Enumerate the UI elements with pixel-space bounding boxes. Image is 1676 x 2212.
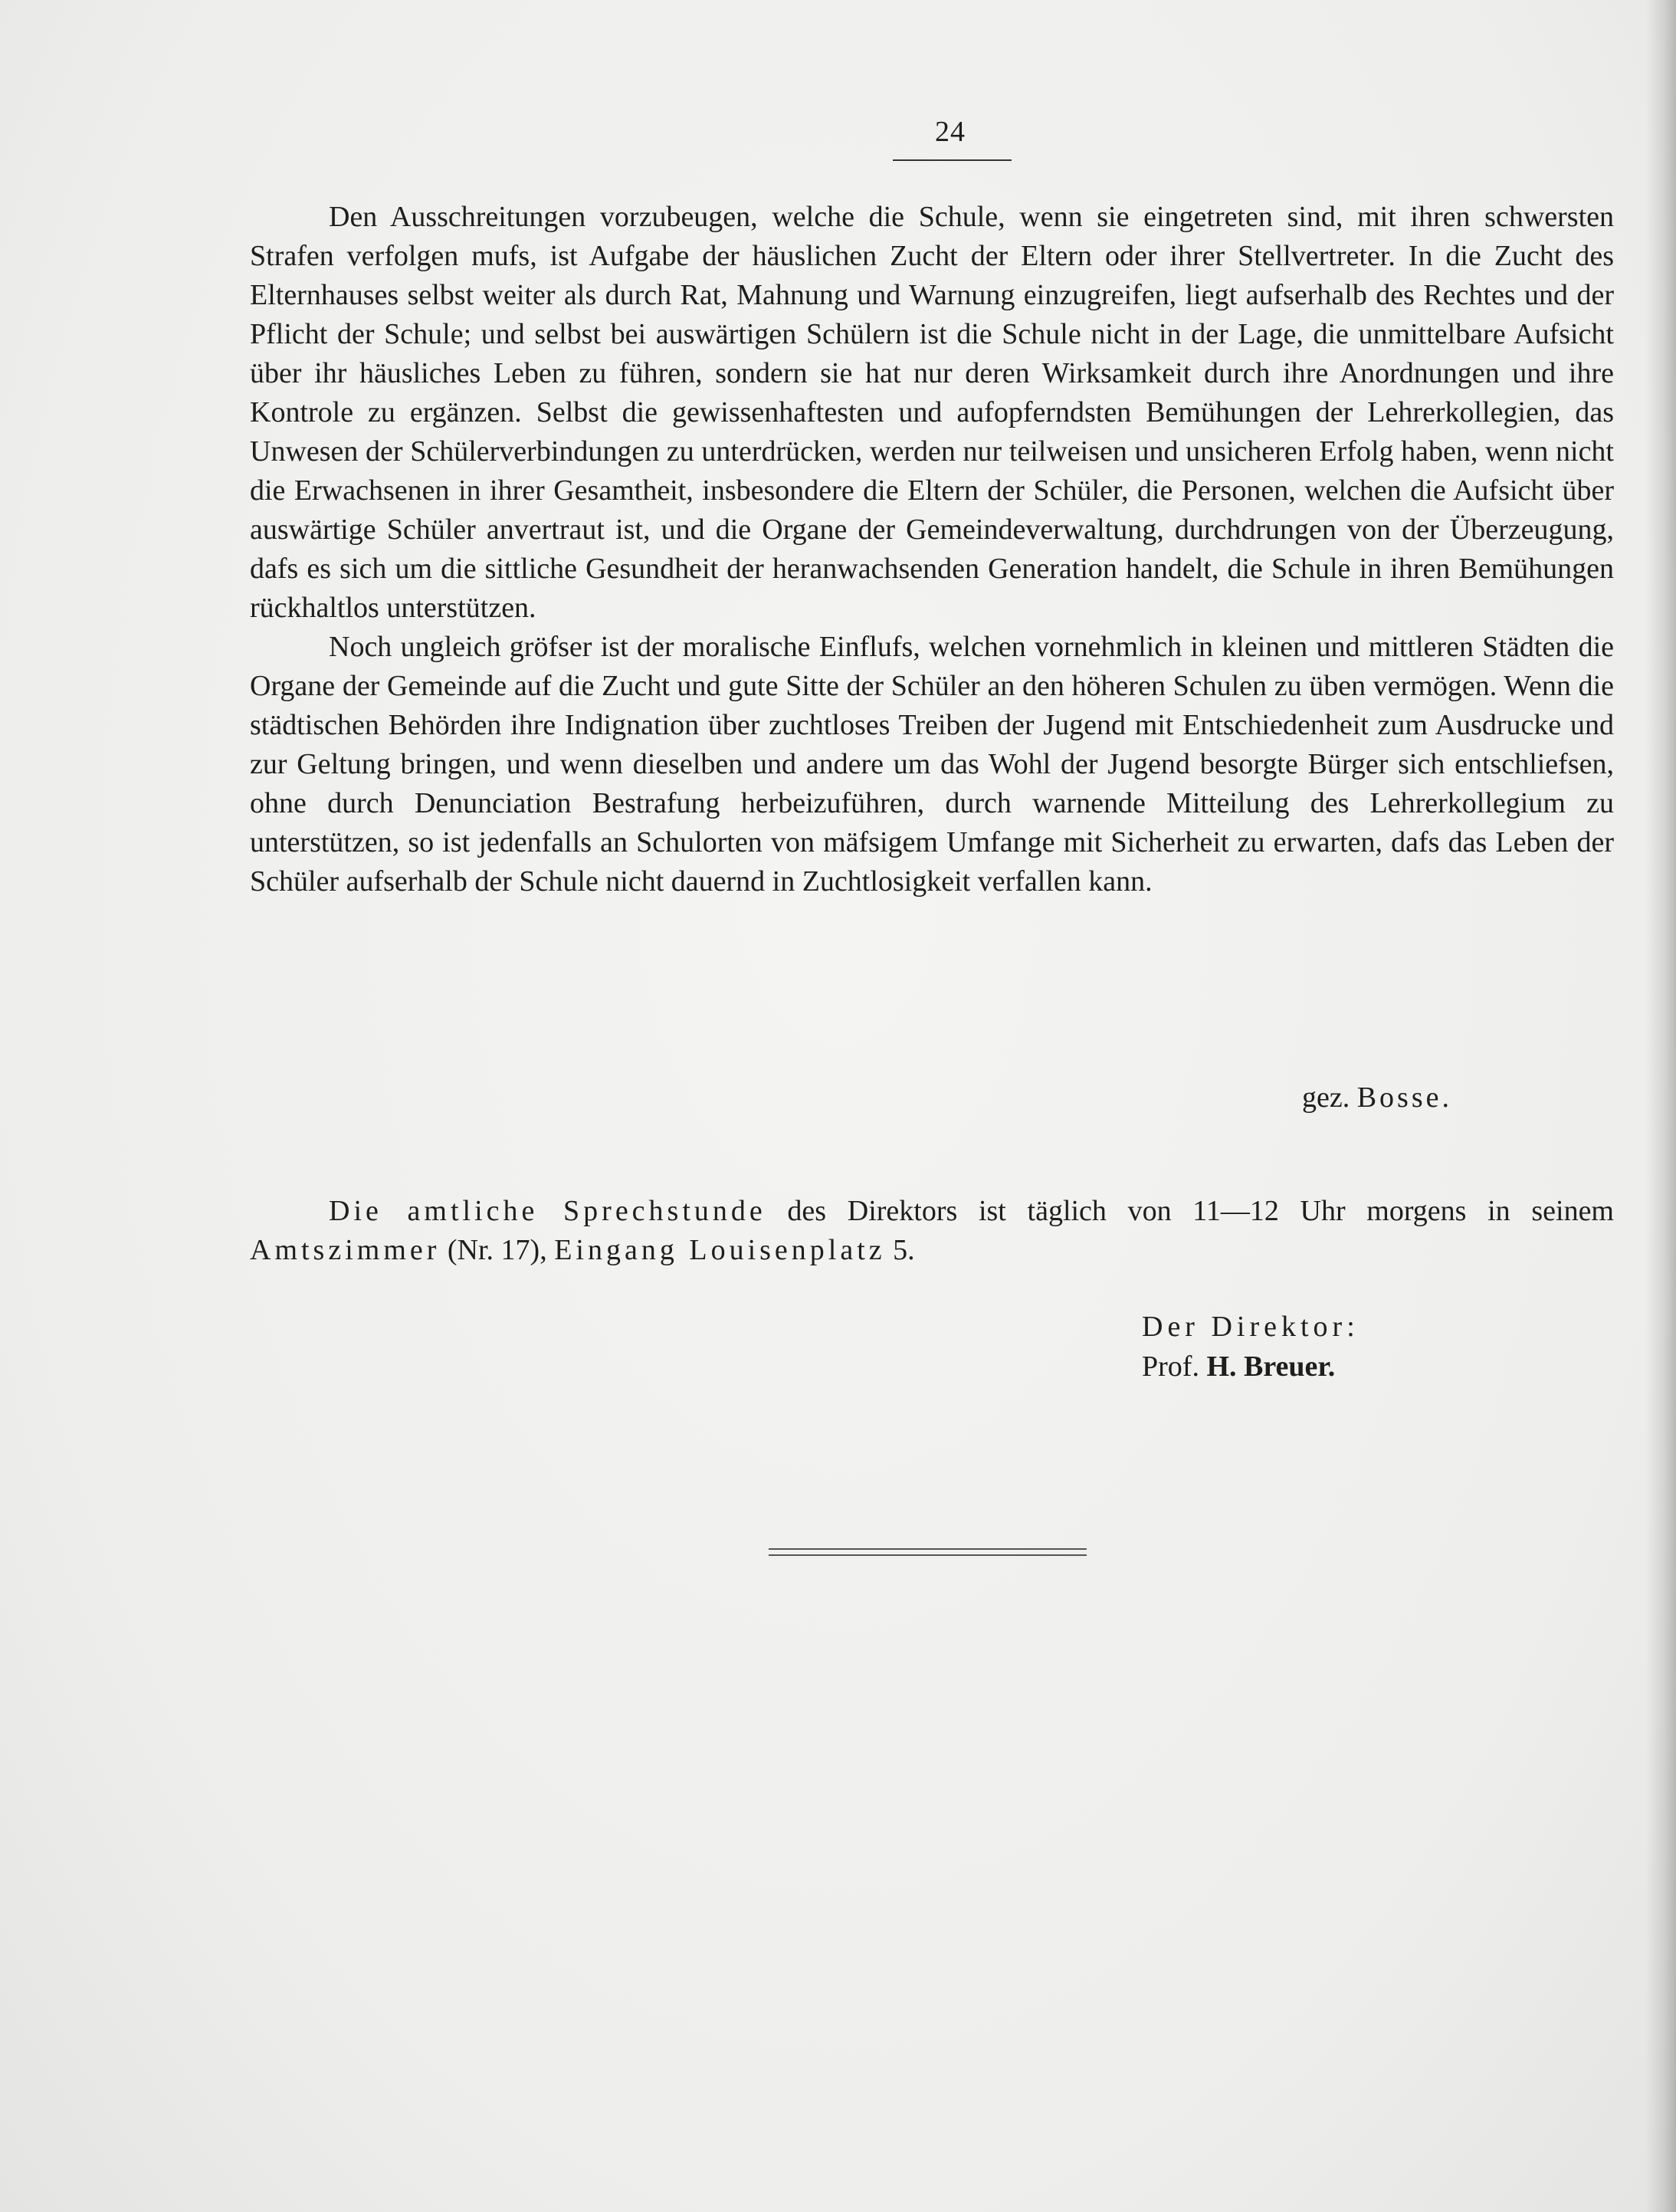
paragraph-1: Den Ausschreitungen vorzubeugen, welche die Schule, wenn sie eingetreten sind, mit ihren schwersten Strafen verfolgen mufs, ist Aufgabe der häuslichen Zucht der Eltern oder ihrer Stellvertreter. In die Zucht des Elternhauses selbst weiter als durch Rat, Mahnung und Warnung einzugreifen, liegt aufserhalb des Rechtes und der Pflicht der Schule; und selbst bei auswärtigen Schülern ist die Schule nicht in der Lage, die unmittelbare Aufsicht über ihr häusliches Leben zu führen, sondern sie hat nur deren Wirksamkeit durch ihre Anordnungen und ihre Kontrole zu ergänzen. Selbst die gewissenhaftesten und aufopferndsten Bemühungen der Lehrerkollegien, das Unwesen der Schülerverbindungen zu unterdrücken, werden nur teilweisen und unsicheren Erfolg haben, wenn nicht die Erwachsenen in ihrer Gesamtheit, insbesondere die Eltern der Schüler, die Personen, welchen die Aufsicht über auswärtige Schüler anvertraut ist, und die Organe der Gemeindeverwaltung, durchdrungen von der Überzeugung, dafs es sich um die sittliche Gesundheit der heranwachsenden Generation handelt, die Schule in ihren Bemühungen rückhaltlos unterstützen.: [250, 201, 1614, 624]
end-double-rule: [769, 1548, 1087, 1556]
notice-part-2: des Direktors ist täglich von 11—12 Uhr morgens in seinem: [766, 1195, 1614, 1227]
notice-part-6: 5.: [885, 1234, 915, 1266]
notice-part-1: Die amtliche Sprechstunde: [329, 1195, 766, 1227]
director-name: H. Breuer.: [1206, 1351, 1336, 1383]
director-prefix: Prof.: [1142, 1351, 1199, 1383]
notice-part-3: Amtszimmer: [250, 1234, 441, 1266]
page-number: 24: [935, 116, 966, 148]
signature: [996, 1081, 1452, 1114]
director-title: Der Direktor:: [1142, 1311, 1359, 1343]
page-number-underline: [893, 159, 1012, 161]
notice-paragraph: [250, 1192, 1614, 1270]
director-signature: [1142, 1307, 1448, 1387]
notice-part-4: (Nr. 17),: [440, 1234, 555, 1266]
signature-name: Bosse.: [1356, 1081, 1452, 1114]
page-edge-shadow: [1645, 0, 1676, 2212]
signature-prefix: gez.: [1301, 1081, 1350, 1114]
office-hours-notice: [250, 1192, 1614, 1270]
notice-part-5: Eingang Louisenplatz: [554, 1234, 886, 1266]
director-name-line: [1142, 1347, 1448, 1387]
paragraph-2: Noch ungleich gröfser ist der moralische Einflufs, welchen vornehmlich in kleinen und mittleren Städten die Organe der Gemeinde auf die Zucht und gute Sitte der Schüler an den höheren Schulen zu üben vermögen. Wenn die städtischen Behörden ihre Indignation über zuchtloses Treiben der Jugend mit Entschiedenheit zum Ausdrucke und zur Geltung bringen, und wenn dieselben und andere um das Wohl der Jugend besorgte Bürger sich entschliefsen, ohne durch Denunciation Bestrafung herbeizuführen, durch warnende Mitteilung des Lehrerkollegium zu unterstützen, so ist jedenfalls an Schulorten von mäfsigem Umfange mit Sicherheit zu erwarten, dafs das Leben der Schüler aufserhalb der Schule nicht dauernd in Zuchtlosigkeit verfallen kann.: [250, 631, 1614, 898]
body-text: [250, 198, 1614, 901]
